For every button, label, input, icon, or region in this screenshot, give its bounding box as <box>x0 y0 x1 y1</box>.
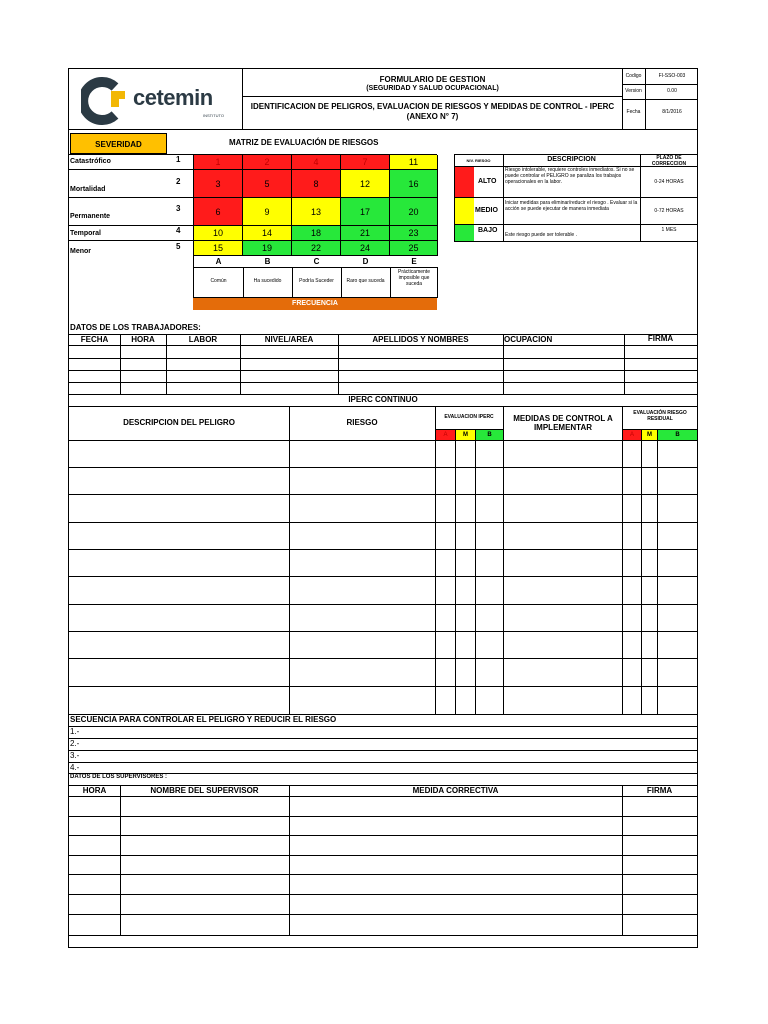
workers-col-names: APELLIDOS Y NOMBRES <box>372 335 469 344</box>
iperc-col-hazard: DESCRIPCION DEL PELIGRO <box>123 418 235 427</box>
document-title: IDENTIFICACION DE PELIGROS, EVALUACION DE RIESGOS Y MEDIDAS DE CONTROL - IPERC <box>250 102 615 111</box>
legend-swatch-high <box>455 167 474 197</box>
iperc-col-measures: MEDIDAS DE CONTROL A IMPLEMENTAR <box>513 414 613 432</box>
matrix-cell: 3 <box>194 170 243 198</box>
iperc-form <box>68 68 698 948</box>
freq-name-a: Común <box>210 278 227 284</box>
matrix-cell: 1 <box>194 155 243 170</box>
legend-term-medium: 0-72 HORAS <box>654 208 684 214</box>
workers-col-labor: LABOR <box>188 335 218 344</box>
workers-table <box>69 334 697 395</box>
meta-label-codigo: Codigo <box>625 73 642 79</box>
matrix-cell: 4 <box>292 155 341 170</box>
severity-num-1: 1 <box>176 155 181 164</box>
matrix-cell: 17 <box>341 198 390 226</box>
logo-subtext: INSTITUTO <box>203 113 225 118</box>
freq-letter-d: D <box>362 257 369 266</box>
matrix-cell: 25 <box>390 241 438 256</box>
freq-name-c: Podría Suceder <box>299 278 334 284</box>
matrix-cell: 11 <box>390 155 438 170</box>
sequence-list <box>69 726 697 774</box>
document-meta <box>622 69 698 129</box>
legend-swatch-medium <box>455 198 474 224</box>
sequence-item-2: 2.- <box>70 739 80 748</box>
freq-letter-a: A <box>215 257 222 266</box>
severity-num-2: 2 <box>176 177 181 186</box>
legend-level-high: ALTO <box>478 178 497 185</box>
legend-header-desc: DESCRIPCION <box>547 156 596 163</box>
severity-num-3: 3 <box>176 204 181 213</box>
matrix-cell: 2 <box>243 155 292 170</box>
workers-col-ocupacion: OCUPACION <box>504 335 553 344</box>
matrix-cell: 12 <box>341 170 390 198</box>
matrix-cell: 10 <box>194 226 243 241</box>
legend-term-high: 0-24 HORAS <box>654 179 684 185</box>
matrix-cell: 15 <box>194 241 243 256</box>
meta-label-fecha: Fecha <box>626 109 641 115</box>
residual-m-header: M <box>642 430 657 440</box>
matrix-cell: 16 <box>390 170 438 198</box>
freq-name-d: Raro que suceda <box>346 278 385 284</box>
severity-name-4: Temporal <box>70 230 101 237</box>
severity-name-5: Menor <box>70 248 91 255</box>
legend-desc-low: Este riesgo puede ser tolerable . <box>505 232 577 238</box>
matrix-cell: 21 <box>341 226 390 241</box>
freq-letter-e: E <box>411 257 417 266</box>
matrix-cell: 8 <box>292 170 341 198</box>
sequence-item-3: 3.- <box>70 751 80 760</box>
matrix-cell: 20 <box>390 198 438 226</box>
sequence-item-4: 4.- <box>70 763 80 772</box>
supervisors-col-firma: FIRMA <box>646 786 673 795</box>
severity-num-4: 4 <box>176 226 181 235</box>
iperc-title: IPERC CONTINUO <box>348 395 418 404</box>
legend-desc-high: Riesgo intolerable, requiere controles inmediatos. Si no se puede controlar el PELIGRO se paraliza los trabajos operacionales en la labor. <box>505 167 635 185</box>
legend-level-low: BAJO <box>478 227 498 234</box>
iperc-col-eval: EVALUACION IPERC <box>444 414 494 420</box>
matrix-cell: 18 <box>292 226 341 241</box>
workers-col-firma: FIRMA <box>647 334 674 343</box>
meta-value-codigo: FI-SSO-003 <box>658 73 686 79</box>
matrix-cell: 13 <box>292 198 341 226</box>
matrix-grid <box>193 154 437 255</box>
severity-name-3: Permanente <box>70 213 111 220</box>
logo <box>77 75 237 125</box>
residual-a-header: A <box>623 430 641 440</box>
freq-letter-b: B <box>264 257 271 266</box>
matrix-cell: 6 <box>194 198 243 226</box>
matrix-cell: 5 <box>243 170 292 198</box>
cetemin-logo-icon <box>81 77 131 125</box>
iperc-table <box>69 406 697 716</box>
document-annex: (ANEXO N° 7) <box>406 112 459 121</box>
matrix-cell: 19 <box>243 241 292 256</box>
supervisors-table <box>69 785 697 941</box>
freq-name-e: Prácticamente imposible que suceda <box>398 269 430 287</box>
risk-legend <box>454 154 698 241</box>
freq-name-b: Ha sucedido <box>253 278 282 284</box>
matrix-cell: 23 <box>390 226 438 241</box>
workers-col-area: NIVEL/AREA <box>264 335 314 344</box>
matrix-cell: 24 <box>341 241 390 256</box>
severity-name-2: Mortalidad <box>70 186 106 193</box>
severity-label: SEVERIDAD <box>70 133 167 154</box>
matrix-cell: 9 <box>243 198 292 226</box>
supervisors-title: DATOS DE LOS SUPERVISORES : <box>70 774 168 780</box>
frequency-columns <box>193 255 437 299</box>
form-title: FORMULARIO DE GESTION <box>379 75 486 84</box>
supervisors-col-name: NOMBRE DEL SUPERVISOR <box>150 786 259 795</box>
eval-m-header: M <box>456 430 475 440</box>
severity-name-1: Catastrófico <box>70 158 111 165</box>
workers-col-hora: HORA <box>131 335 155 344</box>
severity-num-5: 5 <box>176 242 181 251</box>
eval-b-header: B <box>476 430 503 440</box>
supervisors-col-measure: MEDIDA CORRECTIVA <box>412 786 499 795</box>
legend-header-term: PLAZO DE CORRECCION <box>651 155 687 167</box>
eval-a-header: A <box>436 430 455 440</box>
workers-title: DATOS DE LOS TRABAJADORES: <box>70 323 201 332</box>
form-subtitle: (SEGURIDAD Y SALUD OCUPACIONAL) <box>366 85 499 92</box>
meta-value-version: 0.00 <box>667 88 677 94</box>
matrix-title: MATRIZ DE EVALUACIÓN DE RIESGOS <box>229 138 379 147</box>
freq-letter-c: C <box>313 257 320 266</box>
legend-desc-medium: Iniciar medidas para eliminar/reducir el riesgo . Evaluar si la acción se puede ejecutar de manera inmediata <box>505 200 638 212</box>
meta-value-fecha: 8/1/2016 <box>662 109 682 115</box>
workers-col-fecha: FECHA <box>80 335 109 344</box>
legend-header-level: NIV. RIESGO <box>466 158 491 163</box>
sequence-title: SECUENCIA PARA CONTROLAR EL PELIGRO Y REDUCIR EL RIESGO <box>70 715 337 724</box>
matrix-cell: 7 <box>341 155 390 170</box>
iperc-col-residual: EVALUACIÓN RIESGO RESIDUAL <box>633 410 687 422</box>
supervisors-col-hora: HORA <box>82 786 107 795</box>
matrix-cell: 22 <box>292 241 341 256</box>
logo-text: cetemin <box>133 85 213 110</box>
legend-term-low: 1 MES <box>661 227 677 233</box>
legend-swatch-low <box>455 225 474 241</box>
meta-label-version: Version <box>625 88 642 94</box>
frequency-label: FRECUENCIA <box>193 298 437 310</box>
legend-level-medium: MEDIO <box>475 207 498 214</box>
sequence-item-1: 1.- <box>70 727 80 736</box>
matrix-cell: 14 <box>243 226 292 241</box>
severity-rows <box>69 154 194 262</box>
iperc-col-risk: RIESGO <box>346 418 378 427</box>
residual-b-header: B <box>658 430 697 440</box>
